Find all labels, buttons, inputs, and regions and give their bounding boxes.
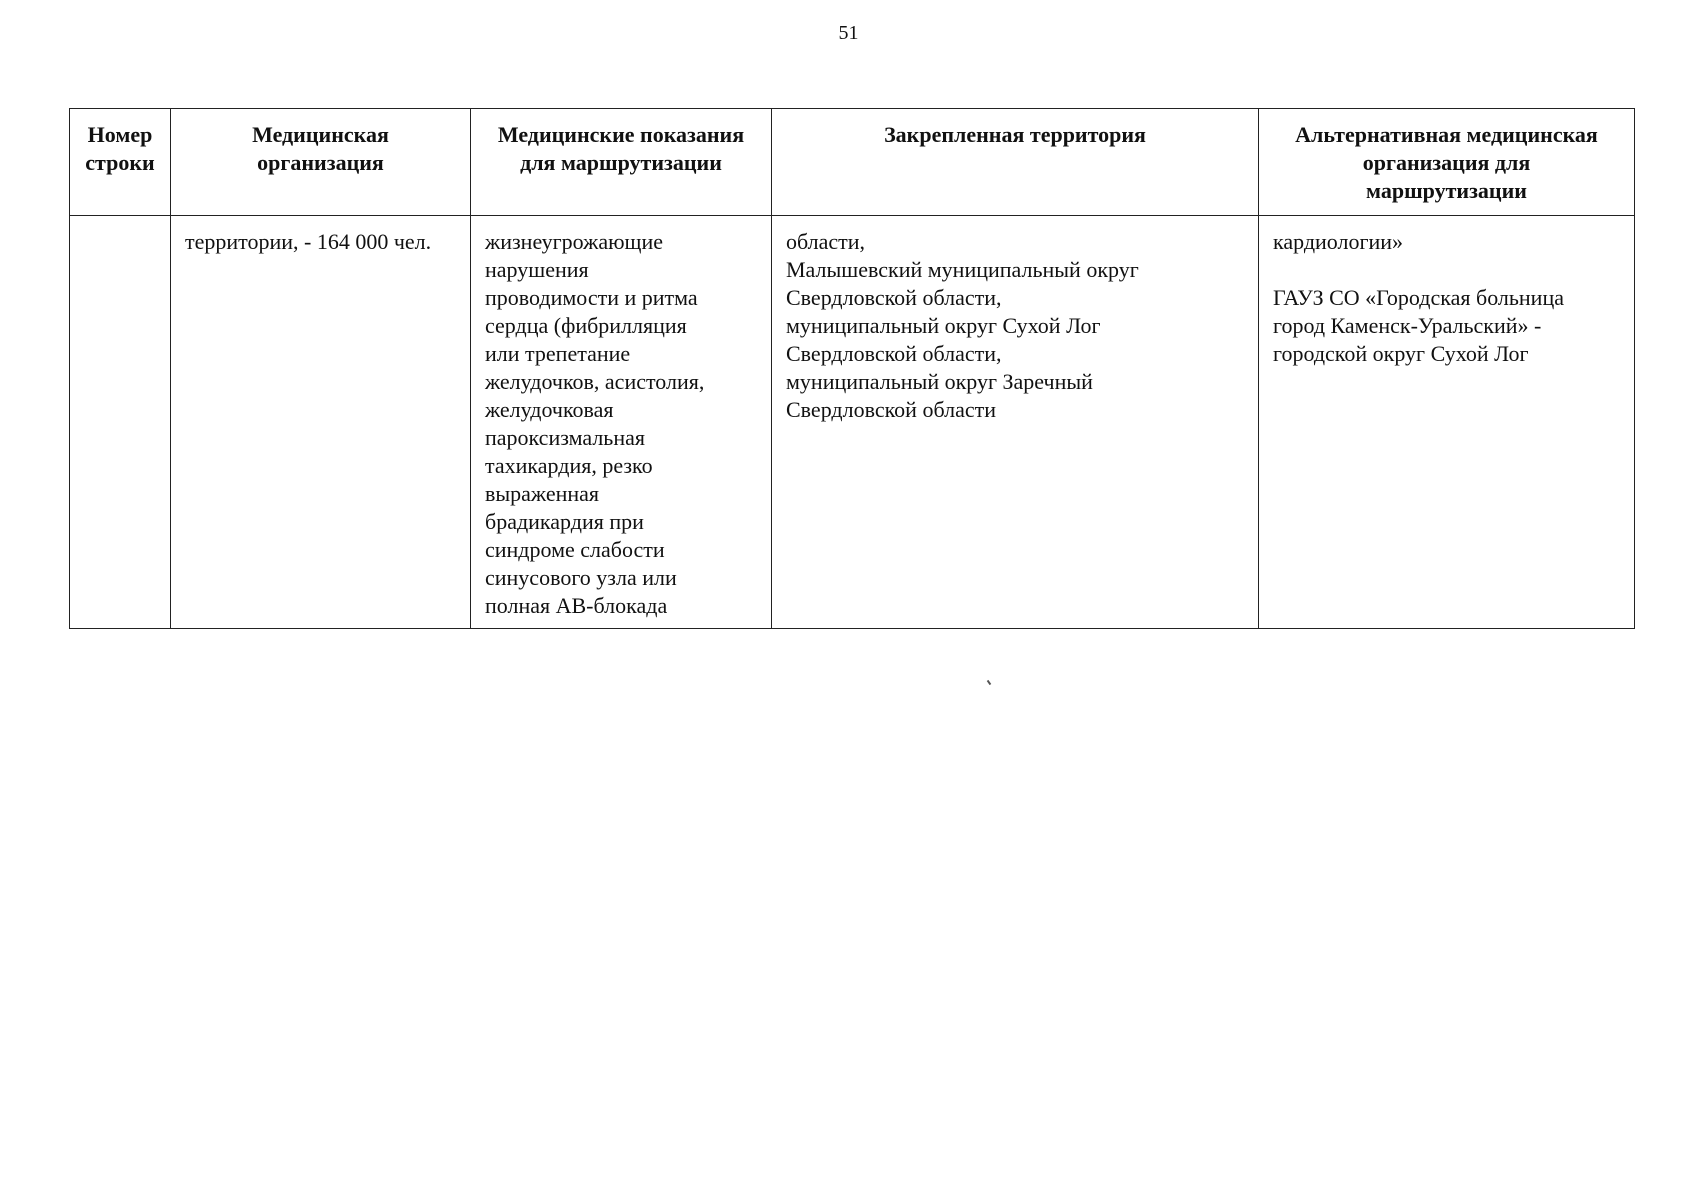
header-indications — [471, 109, 772, 216]
cell-indications-text: жизнеугрожающие нарушения проводимости и ритма сердца (фибрилляция или трепетание желудочков, асистолия, желудочковая пароксизмальная тахикардия, резко выраженная брадикардия при синдроме слабости синусового узла или полная АВ-блокада — [485, 229, 705, 618]
header-alternative-organization-label: Альтернативная медицинская организация для маршрутизации — [1295, 122, 1598, 203]
cell-territory — [772, 216, 1259, 629]
header-medical-organization-label: Медицинская организация — [252, 122, 389, 175]
header-territory-label: Закрепленная территория — [884, 122, 1146, 147]
header-medical-organization — [171, 109, 471, 216]
header-row-number-label: Номер строки — [85, 122, 155, 175]
cell-row-number — [70, 216, 171, 629]
scan-speck — [987, 680, 992, 685]
cell-medical-organization-text: территории, - 164 000 чел. — [185, 229, 432, 254]
table-row — [70, 216, 1635, 629]
header-alternative-organization — [1259, 109, 1635, 216]
cell-alternative-organization — [1259, 216, 1635, 629]
cell-medical-organization — [171, 216, 471, 629]
cell-indications — [471, 216, 772, 629]
page-number: 51 — [838, 22, 859, 44]
table-header-row — [70, 109, 1635, 216]
routing-table — [69, 108, 1635, 629]
header-indications-label: Медицинские показания для маршрутизации — [497, 122, 745, 175]
header-territory — [772, 109, 1259, 216]
header-row-number — [70, 109, 171, 216]
cell-territory-text: области, Малышевский муниципальный округ Свердловской области, муниципальный округ Сухой Лог Свердловской области, муниципальный округ Заречный Свердловской области — [786, 229, 1139, 422]
cell-alternative-organization-text: кардиологии» ГАУЗ СО «Городская больница город Каменск-Уральский» - городской округ Сухой Лог — [1273, 229, 1564, 366]
